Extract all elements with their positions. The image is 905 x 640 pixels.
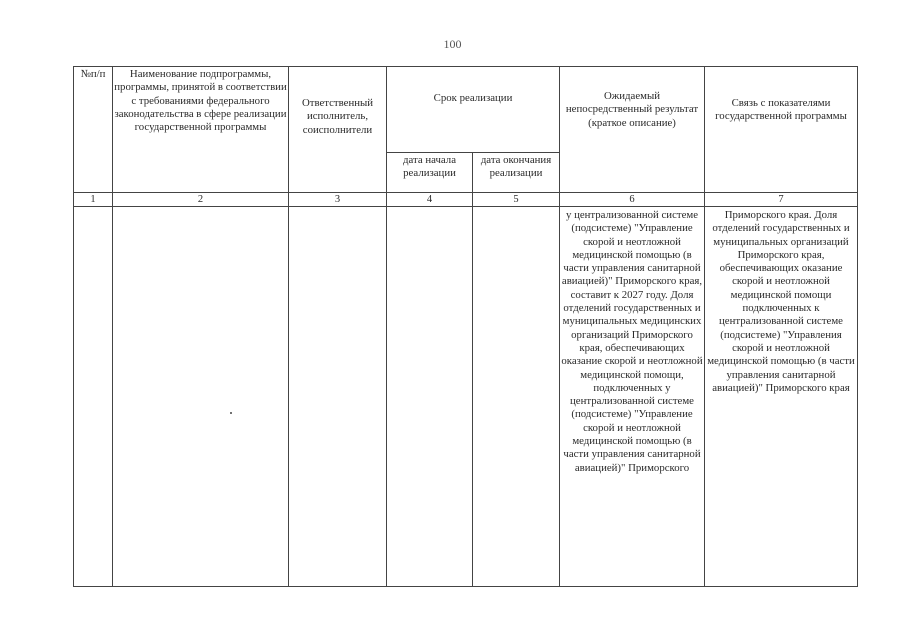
header-term: Срок реализации — [387, 67, 560, 153]
header-row-1 — [74, 67, 858, 153]
column-index: 1 — [74, 193, 113, 207]
column-index: 7 — [705, 193, 858, 207]
row-link-cell: Приморского края. Доля отделений государственных и муниципальных организаций Приморского края, обеспечивающих оказание скорой и неотложной медицинской помощи подключенных к централизованной системе (подсистеме) "Управления скорой и неотложной медицинской помощью (в части управления санитарной авиацией)" Приморского края — [705, 207, 858, 587]
header-end: дата окончания реализации — [473, 153, 560, 193]
header-num: №п/п — [74, 67, 113, 193]
column-index: 5 — [473, 193, 560, 207]
row-name-cell — [113, 207, 289, 587]
header-name: Наименование подпрограммы, программы, принятой в соответствии с требованиями федерального законодательства в сфере реализации государственной программы — [113, 67, 289, 193]
header-result: Ожидаемый непосредственный результат (краткое описание) — [560, 67, 705, 193]
row-result-cell: у централизованной системе (подсистеме) "Управление скорой и неотложной медицинской помощью (в части управления санитарной авиацией)" Приморского края, составит к 2027 году. Доля отделений государственных и муниципальных медицинских организаций Приморского края, обеспечивающих оказание скорой и неотложной медицинской помощи, подключенных у централизованной системе (подсистеме) "Управление скорой и неотложной медицинской помощью (в части управления санитарной авиацией)" Приморского — [560, 207, 705, 587]
column-index: 6 — [560, 193, 705, 207]
table-row — [74, 207, 858, 587]
row-start-cell — [387, 207, 473, 587]
row-num-cell — [74, 207, 113, 587]
row-end-cell — [473, 207, 560, 587]
page-number: 100 — [443, 37, 462, 51]
column-index: 2 — [113, 193, 289, 207]
header-executor: Ответственный исполнитель, соисполнители — [289, 67, 387, 193]
scan-speck — [230, 412, 232, 414]
program-table — [73, 66, 858, 587]
header-link: Связь с показателями государственной программы — [705, 67, 858, 193]
row-executor-cell — [289, 207, 387, 587]
column-index: 3 — [289, 193, 387, 207]
header-start: дата начала реализации — [387, 153, 473, 193]
column-index-row — [74, 193, 858, 207]
column-index: 4 — [387, 193, 473, 207]
